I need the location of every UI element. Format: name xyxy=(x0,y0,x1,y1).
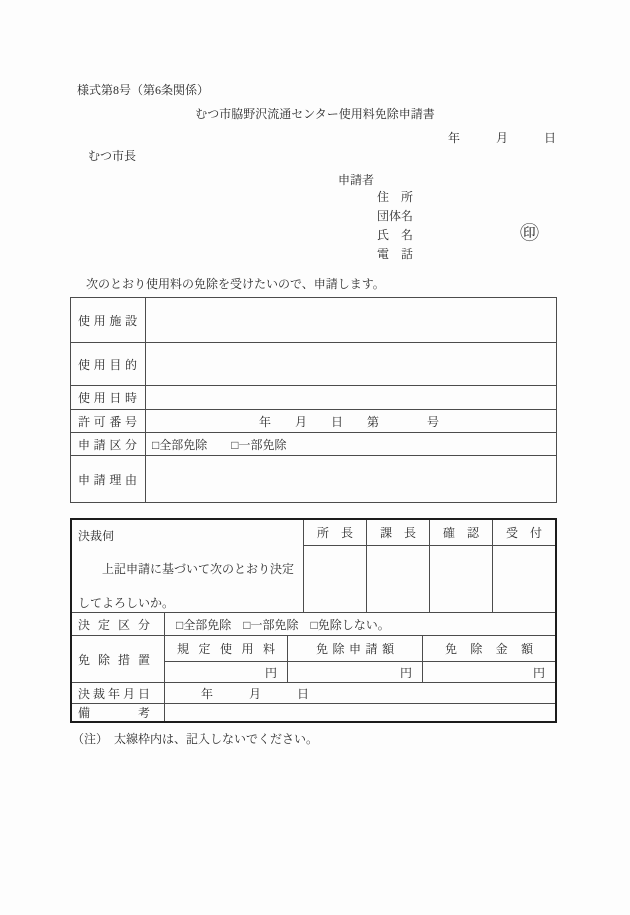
applicant-address-label: 住 所 xyxy=(377,190,414,204)
signature-cell-section-chief xyxy=(366,546,429,612)
exemption-amount-unit: 円 xyxy=(422,662,555,682)
addressee-mayor: むつ市長 xyxy=(88,149,137,163)
exemption-amount-header: 免 除 金 額 xyxy=(422,636,555,661)
requested-exemption-unit: 円 xyxy=(287,662,422,682)
standard-fee-header: 規 定 使 用 料 xyxy=(177,642,275,656)
intro-sentence: 次のとおり使用料の免除を受けたいので、申請します。 xyxy=(86,277,385,291)
sign-header-confirmation: 確 認 xyxy=(429,520,492,545)
signature-cell-confirmation xyxy=(429,546,492,612)
application-category-row xyxy=(71,432,556,455)
exemption-measure-grid xyxy=(165,636,555,682)
usage-facility-label: 使 用 施 設 xyxy=(71,298,146,342)
approval-table xyxy=(70,518,557,723)
requested-exemption-header: 免 除 申 請 額 xyxy=(287,636,422,661)
usage-datetime-label: 使 用 日 時 xyxy=(71,386,146,409)
permit-number-label: 許 可 番 号 xyxy=(71,410,146,432)
usage-datetime-row xyxy=(71,385,556,409)
decision-category-checkboxes: □全部免除 □一部免除 □免除しない。 xyxy=(176,617,390,632)
exemption-measure-headers xyxy=(165,636,555,662)
page-title: むつ市脇野沢流通センター使用料免除申請書 xyxy=(195,107,435,121)
application-category-label: 申 請 区 分 xyxy=(71,433,146,455)
footnote: （注） 太線枠内は、記入しないでください。 xyxy=(72,732,319,746)
applicant-organization-label: 団体名 xyxy=(377,209,414,223)
application-category-checkboxes: □全部免除 □一部免除 xyxy=(152,437,287,452)
approval-date-value: 年 月 日 xyxy=(201,686,310,701)
applicant-name-label: 氏 名 xyxy=(377,228,414,242)
applicant-heading: 申請者 xyxy=(338,173,375,187)
signature-headers xyxy=(304,520,555,546)
signature-cells xyxy=(304,546,555,612)
applicant-phone-label: 電 話 xyxy=(377,247,414,261)
exemption-measure-values xyxy=(165,662,555,682)
seal-icon: ㊞ xyxy=(520,223,540,244)
signature-cell-director xyxy=(304,546,366,612)
application-reason-label: 申 請 理 由 xyxy=(71,456,146,502)
form-number: 様式第8号（第6条関係） xyxy=(77,83,210,97)
application-date-line: 年 月 日 xyxy=(447,131,556,145)
approval-date-label: 決 裁 年 月 日 xyxy=(72,683,165,703)
application-reason-value xyxy=(146,456,556,502)
application-table xyxy=(70,297,557,503)
sign-header-director: 所 長 xyxy=(316,526,353,540)
usage-datetime-value xyxy=(146,386,556,409)
approval-date-row xyxy=(72,682,555,703)
permit-number-row xyxy=(71,409,556,432)
permit-number-value: 年 月 日 第 号 xyxy=(259,414,440,429)
usage-facility-value xyxy=(146,298,556,342)
signature-area xyxy=(304,520,555,612)
sign-header-section-chief: 課 長 xyxy=(366,520,429,545)
inquiry-text: 上記申請に基づいて次のとおり決定してよろしいか。 xyxy=(78,562,295,610)
remarks-value xyxy=(165,704,555,721)
application-reason-row xyxy=(71,455,556,502)
usage-facility-row xyxy=(71,298,556,342)
signature-cell-reception xyxy=(492,546,555,612)
inquiry-title: 決裁伺 xyxy=(78,529,115,543)
exemption-measure-row xyxy=(72,635,555,682)
decision-category-row xyxy=(72,612,555,635)
standard-fee-unit: 円 xyxy=(264,665,277,680)
sign-header-reception: 受 付 xyxy=(492,520,555,545)
usage-purpose-row xyxy=(71,342,556,385)
remarks-label: 備 考 xyxy=(72,704,165,721)
usage-purpose-value xyxy=(146,343,556,385)
inquiry-cell xyxy=(72,520,304,612)
decision-category-label: 決 定 区 分 xyxy=(72,613,165,635)
approval-upper-section xyxy=(72,520,555,612)
remarks-row xyxy=(72,703,555,721)
usage-purpose-label: 使 用 目 的 xyxy=(71,343,146,385)
exemption-measure-label: 免 除 措 置 xyxy=(72,636,165,682)
applicant-fields xyxy=(377,188,413,264)
